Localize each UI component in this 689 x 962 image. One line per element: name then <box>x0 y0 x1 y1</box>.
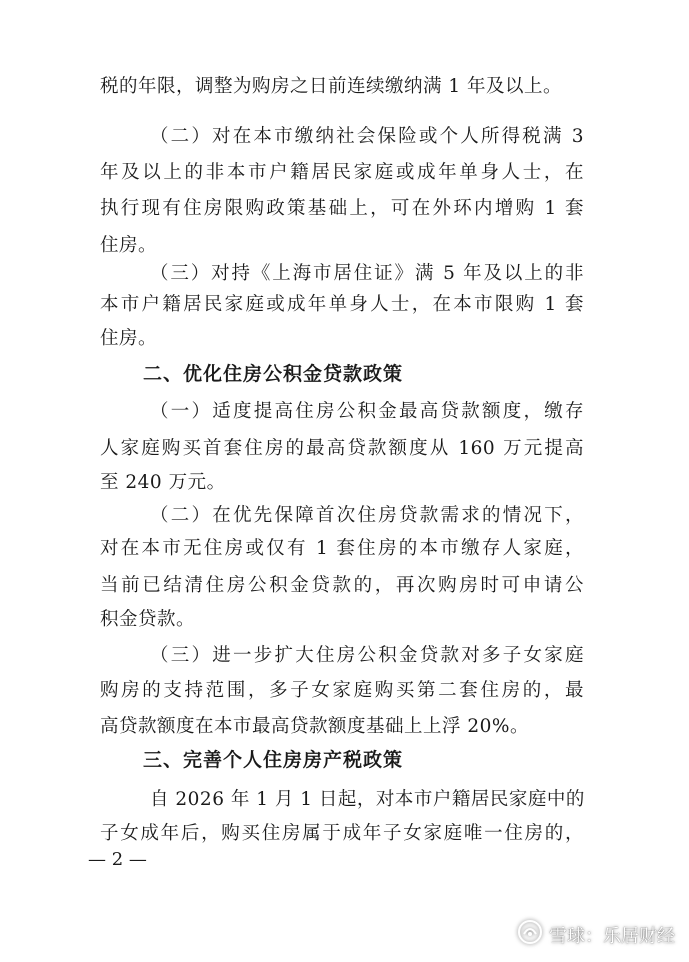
paragraph-line: 积金贷款。 <box>100 609 196 630</box>
paragraph-line: （三）进一步扩大住房公积金贷款对多子女家庭 <box>150 645 584 666</box>
paragraph-line: 税的年限，调整为购房之日前连续缴纳满 1 年及以上。 <box>100 76 563 97</box>
paragraph-line: （二）在优先保障首次住房贷款需求的情况下， <box>150 505 584 526</box>
paragraph-line: 执行现有住房限购政策基础上，可在外环内增购 1 套 <box>100 198 584 219</box>
paragraph-line: 至 240 万元。 <box>100 472 226 493</box>
watermark <box>517 919 675 950</box>
paragraph-line: 人家庭购买首套住房的最高贷款额度从 160 万元提高 <box>100 438 584 459</box>
paragraph-line: 对在本市无住房或仅有 1 套住房的本市缴存人家庭， <box>100 538 584 559</box>
section-heading-2: 二、优化住房公积金贷款政策 <box>143 363 404 385</box>
paragraph-line: 住房。 <box>100 235 158 256</box>
paragraph-line: （二）对在本市缴纳社会保险或个人所得税满 3 <box>150 126 584 147</box>
paragraph-line: 年及以上的非本市户籍居民家庭或成年单身人士，在 <box>100 162 584 183</box>
snowball-logo-icon <box>517 919 543 950</box>
paragraph-line: （三）对持《上海市居住证》满 5 年及以上的非 <box>150 263 584 284</box>
paragraph-line: 高贷款额度在本市最高贷款额度基础上上浮 20%。 <box>100 716 530 737</box>
paragraph-line: 当前已结清住房公积金贷款的，再次购房时可申请公 <box>100 575 584 596</box>
paragraph-line: （一）适度提高住房公积金最高贷款额度，缴存 <box>150 401 584 422</box>
page-number: — 2 — <box>88 849 147 870</box>
paragraph-line: 子女成年后，购买住房属于成年子女家庭唯一住房的， <box>100 823 584 844</box>
paragraph-line: 购房的支持范围，多子女家庭购买第二套住房的，最 <box>100 680 584 701</box>
watermark-text: 雪球：乐居财经 <box>549 925 675 947</box>
section-heading-3: 三、完善个人住房房产税政策 <box>143 749 404 771</box>
paragraph-line: 住房。 <box>100 328 158 349</box>
paragraph-line: 自 2026 年 1 月 1 日起，对本市户籍居民家庭中的 <box>150 789 585 810</box>
paragraph-line: 本市户籍居民家庭或成年单身人士，在本市限购 1 套 <box>100 294 584 315</box>
